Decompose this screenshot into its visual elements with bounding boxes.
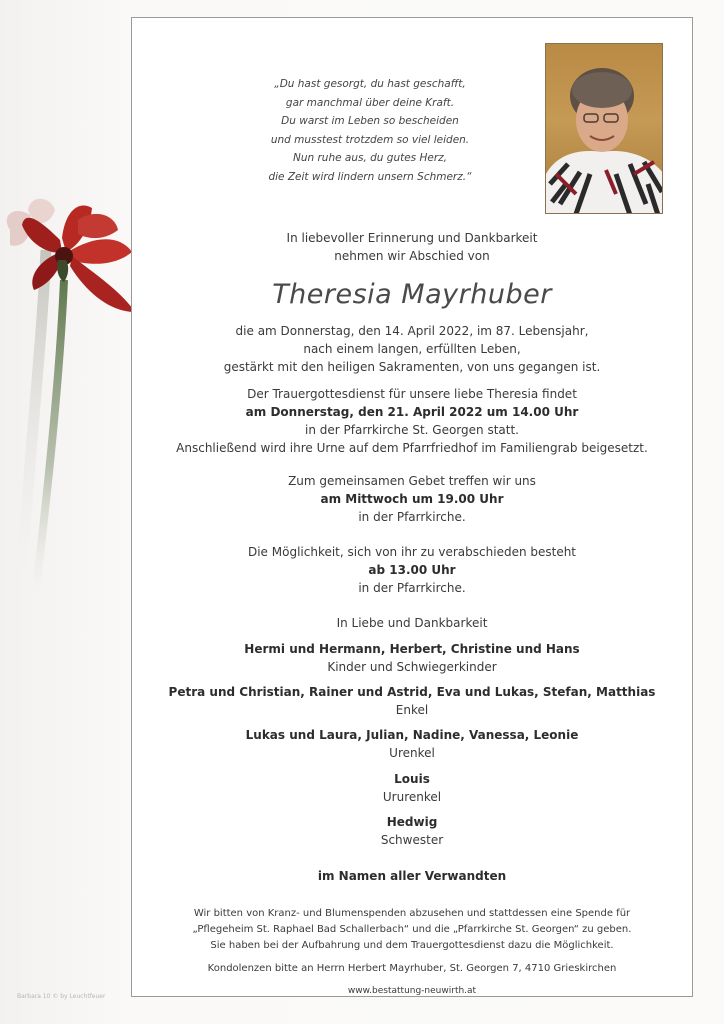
farewell-info	[131, 543, 693, 597]
mourner-group	[131, 813, 693, 849]
mourner-group	[131, 726, 693, 762]
condolences: Kondolenzen bitte an Herrn Herbert Mayrhuber, St. Georgen 7, 4710 Grieskirchen	[207, 963, 617, 974]
prayer-info	[131, 472, 693, 526]
intro-line: nehmen wir Abschied von	[334, 249, 490, 263]
prayer-line: in der Pfarrkirche.	[358, 510, 466, 524]
poem-line: gar manchmal über deine Kraft.	[285, 96, 455, 109]
mourner-relation: Urenkel	[389, 746, 435, 760]
farewell-line: Die Möglichkeit, sich von ihr zu verabschieden besteht	[247, 545, 577, 559]
mourner-relation: Kinder und Schwiegerkinder	[327, 660, 497, 674]
mourner-group	[131, 770, 693, 806]
donation-line: „Pflegeheim St. Raphael Bad Schallerbach“ und die „Pfarrkirche St. Georgen“ zu geben.	[192, 924, 632, 935]
donation-line: Sie haben bei der Aufbahrung und dem Trauergottesdienst dazu die Möglichkeit.	[210, 940, 614, 951]
poem-line: „Du hast gesorgt, du hast geschafft,	[274, 78, 466, 90]
mourner-names: Louis	[394, 772, 430, 786]
farewell-time: ab 13.00 Uhr	[368, 563, 456, 577]
prayer-line: Zum gemeinsamen Gebet treffen wir uns	[288, 474, 536, 488]
website-link[interactable]: www.bestattung-neuwirth.at	[347, 986, 477, 996]
poem-line: die Zeit wird lindern unsern Schmerz.“	[268, 170, 472, 183]
portrait-photo	[545, 43, 663, 214]
closing: In Liebe und Dankbarkeit	[336, 616, 488, 630]
death-info-line: die am Donnerstag, den 14. April 2022, im 87. Lebensjahr,	[235, 324, 589, 338]
mourner-relation: Ururenkel	[382, 790, 442, 804]
relatives-line: im Namen aller Verwandten	[317, 869, 507, 883]
mourner-names: Hermi und Hermann, Herbert, Christine und Hans	[244, 642, 580, 656]
farewell-line: in der Pfarrkirche.	[358, 581, 466, 595]
poem-line: Du warst im Leben so bescheiden	[281, 115, 459, 127]
poem	[220, 75, 520, 186]
death-info-line: gestärkt mit den heiligen Sakramenten, von uns gegangen ist.	[223, 360, 601, 374]
poem-line: und musstest trotzdem so viel leiden.	[270, 133, 470, 146]
service-info	[131, 385, 693, 457]
mourner-names: Petra und Christian, Rainer und Astrid, Eva und Lukas, Stefan, Matthias	[168, 685, 656, 699]
donation-line: Wir bitten von Kranz- und Blumenspenden abzusehen und stattdessen eine Spende für	[193, 908, 631, 919]
death-info-line: nach einem langen, erfüllten Leben,	[303, 342, 521, 356]
mourner-names: Hedwig	[386, 815, 438, 829]
intro	[131, 229, 693, 265]
image-credit: Barbara 10 © by Leuchtfeuer	[17, 993, 106, 1000]
deceased-name: Theresia Mayrhuber	[272, 279, 552, 310]
donation-request	[131, 906, 693, 954]
death-info	[131, 322, 693, 376]
service-line: Der Trauergottesdienst für unsere liebe Theresia findet	[247, 387, 577, 401]
service-line: in der Pfarrkirche St. Georgen statt.	[305, 423, 519, 437]
service-date: am Donnerstag, den 21. April 2022 um 14.00 Uhr	[245, 405, 579, 419]
mourner-group	[131, 640, 693, 676]
poem-line: Nun ruhe aus, du gutes Herz,	[292, 152, 448, 164]
mourner-relation: Schwester	[380, 833, 444, 847]
prayer-time: am Mittwoch um 19.00 Uhr	[320, 492, 504, 506]
service-line: Anschließend wird ihre Urne auf dem Pfarrfriedhof im Familiengrab beigesetzt.	[176, 441, 648, 455]
mourner-relation: Enkel	[395, 703, 429, 717]
mourner-group	[131, 683, 693, 719]
intro-line: In liebevoller Erinnerung und Dankbarkeit	[286, 231, 538, 245]
mourner-names: Lukas und Laura, Julian, Nadine, Vanessa, Leonie	[245, 728, 579, 742]
